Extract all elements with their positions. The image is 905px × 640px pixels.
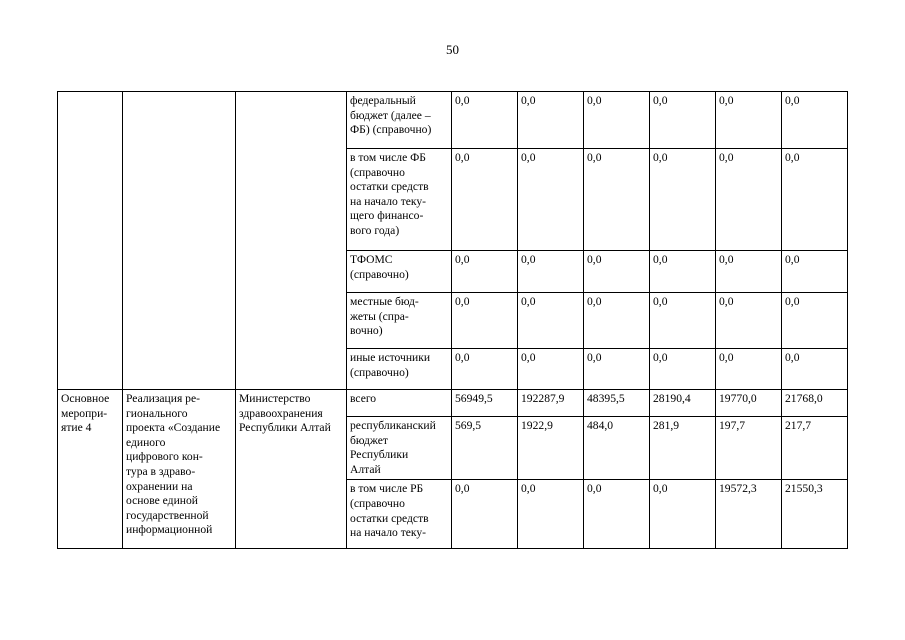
cell-text-line: вочно): [350, 324, 383, 338]
funding-source-cell: [347, 390, 452, 417]
value-cell: 0,0: [782, 251, 848, 293]
cell-text-line: Алтай: [350, 462, 381, 476]
value-cell: 0,0: [584, 149, 650, 251]
cell-text-line: местные бюд-: [350, 295, 419, 308]
cell-text-line: (справочно: [350, 165, 405, 179]
cell-text-line: меропри-: [61, 406, 108, 420]
cell-text-line: Республики Алтай: [239, 421, 331, 435]
cell-text-line: бюджет: [350, 433, 388, 447]
value-cell: 0,0: [452, 480, 518, 549]
cell-text-line: охранении на: [126, 479, 193, 493]
cell-text-line: иные источники: [350, 351, 431, 364]
value-cell: 0,0: [584, 92, 650, 149]
cell-text-line: ФБ) (справочно): [350, 123, 432, 137]
value-cell: 48395,5: [584, 390, 650, 417]
cell-text-line: проекта «Создание: [126, 421, 221, 435]
value-cell: 0,0: [452, 92, 518, 149]
value-cell: 0,0: [584, 251, 650, 293]
value-cell: 0,0: [584, 480, 650, 549]
cell-text-line: остатки средств: [350, 180, 429, 194]
value-cell: 217,7: [782, 417, 848, 480]
value-cell: 56949,5: [452, 390, 518, 417]
value-cell: 0,0: [716, 251, 782, 293]
value-cell: 0,0: [518, 149, 584, 251]
cell-text-line: цифрового кон-: [126, 450, 203, 464]
value-cell: 0,0: [782, 349, 848, 390]
value-cell: 0,0: [518, 293, 584, 349]
measure-name-cell-empty: [58, 92, 123, 390]
cell-text-line: единого: [126, 435, 166, 449]
value-cell: 1922,9: [518, 417, 584, 480]
value-cell: 0,0: [518, 349, 584, 390]
cell-text-line: (справочно): [350, 365, 409, 379]
value-cell: 19572,3: [716, 480, 782, 549]
value-cell: 0,0: [716, 149, 782, 251]
cell-text-line: остатки средств: [350, 511, 429, 525]
value-cell: 19770,0: [716, 390, 782, 417]
value-cell: 21550,3: [782, 480, 848, 549]
cell-text-line: республиканский: [350, 419, 436, 432]
table-row: [58, 92, 848, 149]
cell-text-line: (справочно): [350, 267, 409, 281]
value-cell: 0,0: [452, 251, 518, 293]
funding-source-cell: [347, 293, 452, 349]
cell-text-line: жеты (спра-: [350, 309, 409, 323]
cell-text-line: вого года): [350, 223, 400, 237]
value-cell: 569,5: [452, 417, 518, 480]
executor-cell-empty: [236, 92, 347, 390]
value-cell: 28190,4: [650, 390, 716, 417]
cell-text-line: информационной: [126, 523, 213, 537]
value-cell: 0,0: [518, 251, 584, 293]
value-cell: 21768,0: [782, 390, 848, 417]
cell-text-line: щего финансо-: [350, 209, 424, 223]
funding-source-cell: [347, 251, 452, 293]
value-cell: 0,0: [782, 149, 848, 251]
value-cell: 0,0: [716, 293, 782, 349]
measure-name-cell: [58, 390, 123, 549]
value-cell: 0,0: [584, 349, 650, 390]
value-cell: 281,9: [650, 417, 716, 480]
funding-source-cell: [347, 92, 452, 149]
cell-text-line: (справочно: [350, 496, 405, 510]
funding-source-cell: [347, 149, 452, 251]
value-cell: 0,0: [452, 293, 518, 349]
cell-text-line: Основное: [61, 392, 110, 405]
value-cell: 0,0: [716, 92, 782, 149]
value-cell: 0,0: [518, 480, 584, 549]
cell-text-line: на начало теку-: [350, 526, 427, 540]
measure-title-cell-empty: [123, 92, 236, 390]
cell-text-line: Реализация ре-: [126, 392, 200, 405]
value-cell: 0,0: [650, 293, 716, 349]
value-cell: 484,0: [584, 417, 650, 480]
value-cell: 0,0: [716, 349, 782, 390]
value-cell: 0,0: [650, 349, 716, 390]
cell-text-line: бюджет (далее –: [350, 108, 431, 122]
funding-source-cell: [347, 480, 452, 549]
value-cell: 0,0: [452, 149, 518, 251]
value-cell: 0,0: [584, 293, 650, 349]
cell-text-line: основе единой: [126, 494, 198, 508]
cell-text-line: в том числе ФБ: [350, 151, 426, 164]
table-row: [58, 390, 848, 417]
cell-text-line: федеральный: [350, 94, 416, 107]
cell-text-line: ТФОМС: [350, 253, 393, 266]
value-cell: 0,0: [650, 480, 716, 549]
cell-text-line: Республики: [350, 448, 409, 462]
page-number: 50: [446, 42, 459, 57]
funding-source-cell: [347, 349, 452, 390]
funding-source-cell: [347, 417, 452, 480]
value-cell: 0,0: [650, 149, 716, 251]
cell-text-line: гионального: [126, 406, 188, 420]
value-cell: 0,0: [782, 92, 848, 149]
executor-cell: [236, 390, 347, 549]
cell-text-line: здравоохранения: [239, 406, 323, 420]
value-cell: 0,0: [518, 92, 584, 149]
budget-table: [57, 91, 848, 549]
value-cell: 0,0: [650, 92, 716, 149]
cell-text-line: на начало теку-: [350, 194, 427, 208]
value-cell: 0,0: [452, 349, 518, 390]
value-cell: 0,0: [650, 251, 716, 293]
budget-table-body: [58, 92, 848, 549]
cell-text-line: в том числе РБ: [350, 482, 424, 496]
measure-title-cell: [123, 390, 236, 549]
cell-text-line: государственной: [126, 508, 209, 522]
value-cell: 197,7: [716, 417, 782, 480]
value-cell: 192287,9: [518, 390, 584, 417]
value-cell: 0,0: [782, 293, 848, 349]
cell-text-line: тура в здраво-: [126, 464, 196, 478]
cell-text-line: всего: [350, 392, 377, 405]
cell-text-line: Министерство: [239, 392, 311, 405]
cell-text-line: ятие 4: [61, 421, 92, 435]
